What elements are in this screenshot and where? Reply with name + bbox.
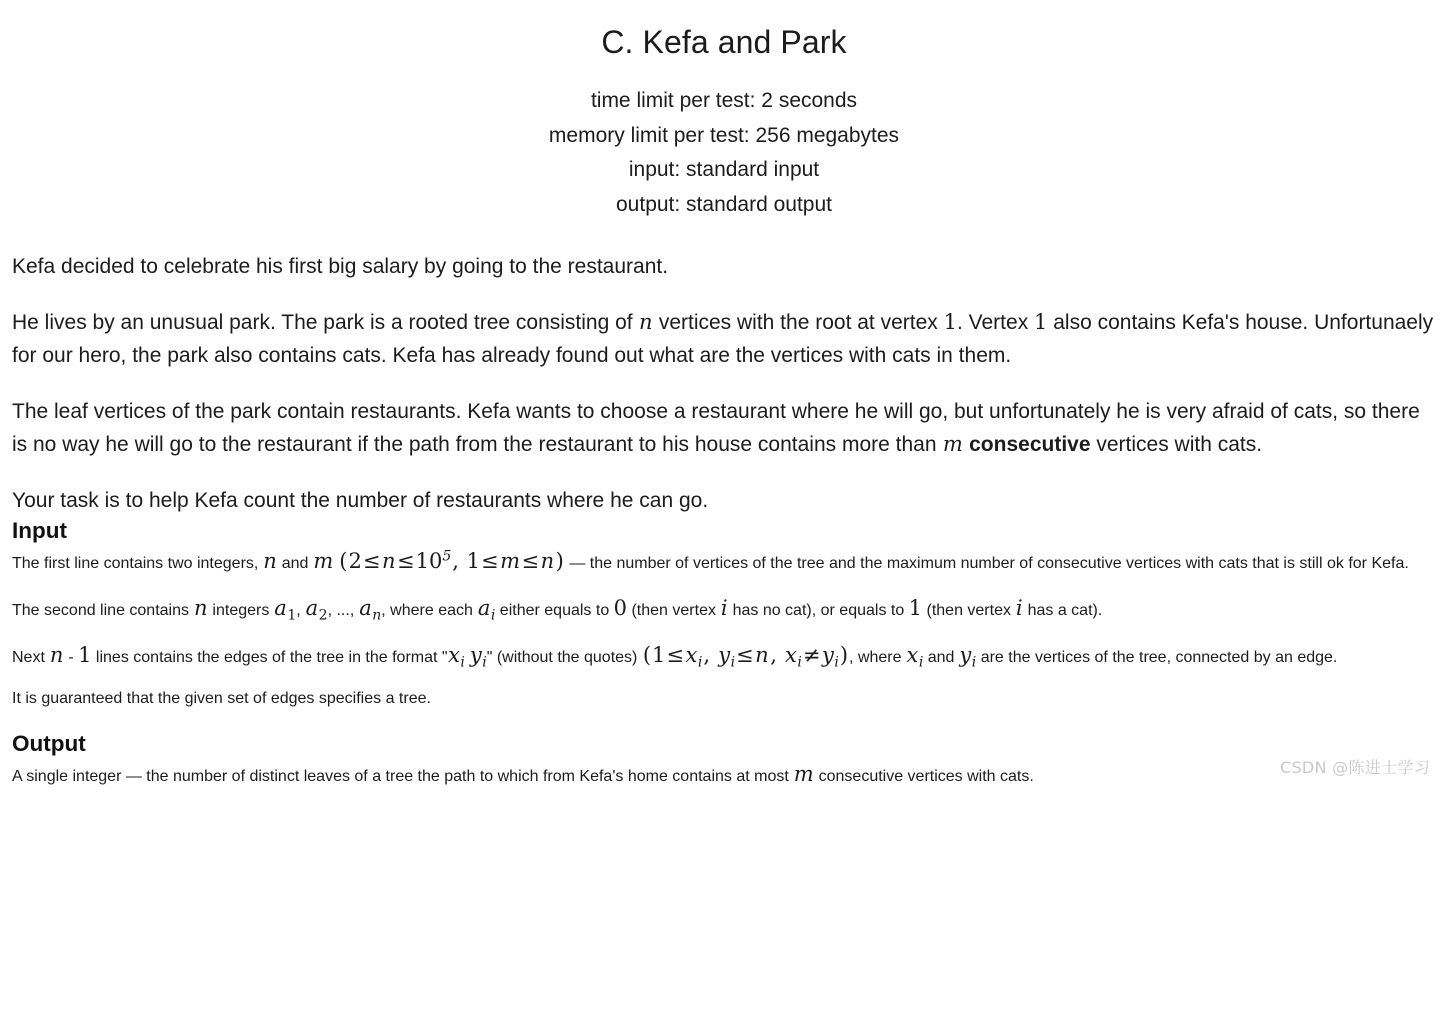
input-paragraph-2 [12, 596, 1436, 624]
math-num-one-2: 1 [1034, 310, 1048, 334]
input-p2-part-g: (then vertex [922, 602, 1016, 620]
input-p1-and: and [277, 555, 313, 573]
input-p2-part-e: (then vertex [627, 602, 721, 620]
legend-p3-part-b: vertices with cats. [1090, 433, 1263, 456]
input-p3-part-e: and [923, 649, 959, 667]
input-p2-part-d: either equals to [495, 602, 614, 620]
output-specification-section [12, 730, 1436, 786]
legend-paragraph-1 [12, 250, 1436, 283]
math-num-1: 1 [908, 596, 923, 621]
input-p1-part-b: — the number of vertices of the tree and the maximum number of consecutive vertices with cats that is still ok for Kefa. [564, 555, 1409, 573]
legend-paragraph-2 [12, 306, 1436, 372]
input-paragraph-1 [12, 549, 1436, 573]
problem-header [12, 0, 1436, 222]
math-var-m: m [500, 549, 521, 574]
output-p1-part-a: A single integer — the number of distinct leaves of a tree the path to which from Kefa's home contains at most [12, 768, 794, 786]
math-sub-i: i [730, 654, 736, 671]
input-specification-section [12, 517, 1436, 708]
math-var-n: n [193, 596, 208, 621]
math-var-x: x [785, 643, 797, 668]
math-var-x: x [906, 643, 919, 668]
math-comma: , [703, 643, 717, 668]
legend-paragraph-4 [12, 484, 1436, 517]
math-op-le: ≤ [736, 643, 754, 668]
math-var-ai: a [477, 596, 491, 621]
math-num-1: 1 [652, 643, 666, 668]
math-sub-i: i [460, 654, 465, 671]
math-sub-1: 1 [287, 607, 297, 624]
math-var-m: m [313, 549, 334, 574]
math-op-le: ≤ [521, 549, 540, 574]
math-var-y: y [718, 643, 731, 668]
math-op-le: ≤ [481, 549, 499, 574]
legend-p2-part-a: He lives by an unusual park. The park is a rooted tree consisting of [12, 311, 639, 334]
input-paragraph-3 [12, 643, 1436, 671]
math-constraint-n-m [338, 549, 565, 573]
output-section-heading: Output [12, 731, 86, 757]
math-num-one: 1 [943, 310, 957, 334]
problem-legend [12, 250, 1436, 517]
math-comma: , [452, 549, 466, 574]
input-p3-part-c: " (without the quotes) [486, 649, 642, 667]
math-constraint-edges [642, 643, 849, 671]
math-op-neq: ≠ [802, 643, 821, 668]
input-section-heading: Input [12, 518, 67, 543]
math-num-10: 10 [415, 549, 443, 574]
math-var-x: x [448, 643, 460, 668]
input-paragraph-4 [12, 690, 1436, 708]
input-p2-part-h: has a cat). [1023, 602, 1103, 620]
math-sub-i: i [482, 654, 487, 671]
math-sub-i: i [490, 607, 496, 624]
math-var-i: i [1015, 596, 1023, 621]
math-sub-i: i [918, 654, 924, 671]
math-var-i: i [720, 596, 728, 621]
input-p3-part-f: are the vertices of the tree, connected by an edge. [976, 649, 1338, 667]
math-sub-i: i [797, 654, 802, 671]
math-var-m: m [942, 432, 963, 456]
math-op-le: ≤ [362, 549, 381, 574]
math-var-an: a [359, 596, 372, 621]
math-exponent-5: 5 [442, 548, 452, 565]
math-var-a1: a [274, 596, 287, 621]
math-sub-i: i [971, 654, 977, 671]
math-sub-2: 2 [318, 607, 328, 624]
math-sub-i: i [697, 654, 703, 671]
input-p1-part-a: The first line contains two integers, [12, 555, 263, 573]
math-paren-open: ( [642, 643, 652, 668]
legend-p1-text: Kefa decided to celebrate his first big salary by going to the restaurant. [12, 255, 669, 278]
input-p3-part-d: , where [849, 649, 906, 667]
math-var-n: n [49, 643, 64, 668]
legend-p3-part-a: The leaf vertices of the park contain restaurants. Kefa wants to choose a restaurant where he will go, but unfortunately he is very afraid of cats, so there is no way he will go to the restaurant if the path from the restaurant to his house contains more than [12, 400, 1420, 456]
math-var-n: n [755, 643, 769, 668]
math-num-0: 0 [613, 596, 628, 621]
output-p1-part-b: consecutive vertices with cats. [814, 768, 1034, 786]
math-paren-open: ( [339, 549, 348, 574]
math-var-n: n [381, 549, 396, 574]
csdn-watermark: CSDN @陈进士学习 [1279, 758, 1430, 778]
input-p3-part-a: Next [12, 649, 50, 667]
math-var-n: n [540, 549, 555, 574]
input-p2-part-f: has no cat), or equals to [728, 602, 909, 620]
math-sub-n: n [372, 607, 382, 624]
input-p4-text: It is guaranteed that the given set of edges specifies a tree. [12, 690, 431, 708]
memory-limit-line: memory limit per test: 256 megabytes [548, 123, 900, 147]
math-op-le: ≤ [666, 643, 684, 668]
legend-p4-text: Your task is to help Kefa count the number of restaurants where he can go. [12, 489, 709, 512]
math-paren-close: ) [555, 549, 564, 574]
output-source-line: output: standard output [616, 192, 832, 216]
math-var-x: x [685, 643, 698, 668]
output-paragraph-1 [12, 762, 1436, 786]
math-var-m: m [793, 762, 814, 787]
input-p3-minus: - [63, 649, 79, 667]
input-p2-sep-2: , ..., [327, 602, 359, 620]
math-op-le: ≤ [397, 549, 415, 574]
legend-p2-part-d: also contains Kefa's house. Unfortunaely for our hero, the park also contains cats. Kefa has already found out what are the vertices with cats in them. [12, 311, 1434, 367]
math-var-y: y [959, 643, 972, 668]
legend-emphasis-consecutive: consecutive [969, 433, 1091, 456]
math-var-y: y [821, 643, 834, 668]
math-num-2: 2 [348, 549, 362, 574]
math-var-y: y [469, 643, 482, 668]
input-p2-part-b: integers [207, 602, 274, 620]
legend-p2-part-c: . Vertex [956, 311, 1035, 334]
math-paren-close: ) [839, 643, 849, 668]
math-num-1: 1 [466, 549, 480, 574]
math-sub-i: i [834, 654, 839, 671]
math-comma: , [770, 643, 784, 668]
input-p2-sep-1: , [296, 602, 306, 620]
input-p2-part-a: The second line contains [12, 602, 194, 620]
math-var-n: n [638, 310, 653, 334]
time-limit-line: time limit per test: 2 seconds [590, 89, 858, 112]
input-p2-part-c: , where each [381, 602, 478, 620]
input-p3-part-b: lines contains the edges of the tree in the format " [91, 649, 448, 667]
math-var-a2: a [305, 596, 319, 621]
legend-paragraph-3 [12, 395, 1436, 461]
input-source-line: input: standard input [628, 158, 820, 181]
math-num-1: 1 [78, 643, 92, 668]
legend-p2-part-b: vertices with the root at vertex [652, 311, 944, 334]
math-var-n: n [263, 549, 277, 574]
page-title: C. Kefa and Park [601, 24, 847, 60]
